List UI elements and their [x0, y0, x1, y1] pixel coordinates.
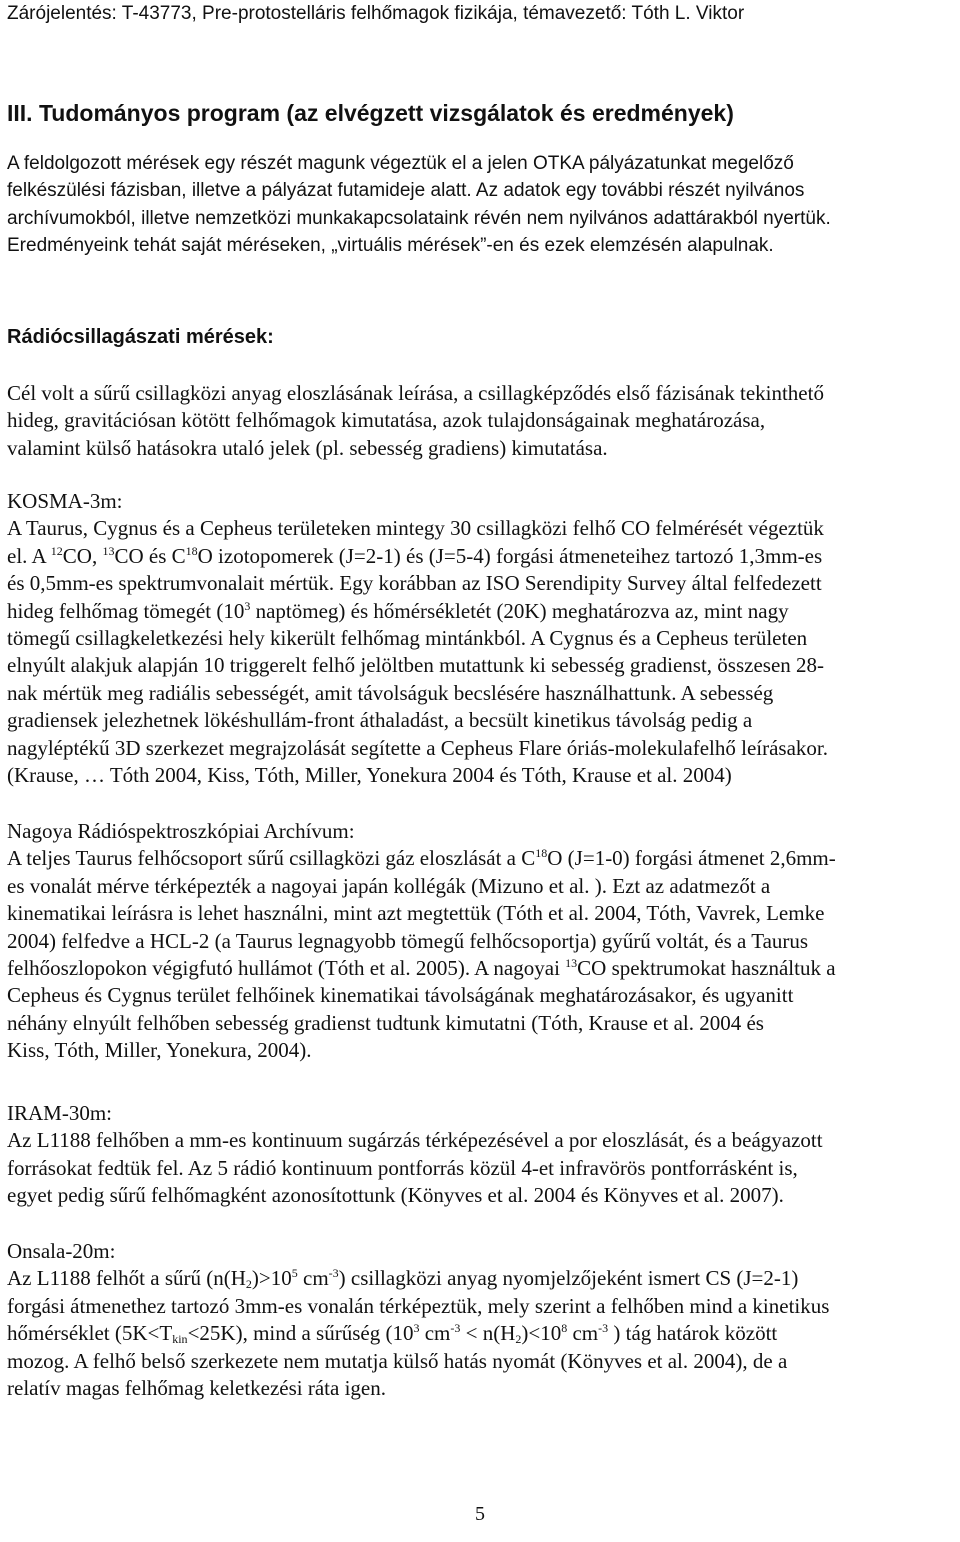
- kosma-line: és 0,5mm-es spektrumvonalait mértük. Egy korábban az ISO Serendipity Survey által felfedezett: [7, 571, 822, 596]
- running-title: Zárójelentés: T-43773, Pre-protostelláris felhőmagok fizikája, témavezető: Tóth L. Viktor: [7, 3, 745, 24]
- kosma-section: [7, 488, 955, 789]
- iram-line: egyet pedig sűrű felhőmagként azonosítottunk (Könyves et al. 2004 és Könyves et al. 2007).: [7, 1183, 784, 1208]
- nagoya-line: 2004) felfedve a HCL-2 (a Taurus legnagyobb tömegű felhőcsoportja) gyűrű voltát, és a Taurus: [7, 928, 809, 953]
- onsala-line-density: Az L1188 felhőt a sűrű ($n(H_2)>10^5$ $cm^{-3}$) csillagközi anyag nyomjelzőjeként ismert CS (J=2-1): [7, 1266, 799, 1292]
- nagoya-line: Kiss, Tóth, Miller, Yonekura, 2004).: [7, 1038, 312, 1063]
- nagoya-section: [7, 818, 955, 1065]
- iram-title: IRAM-30m:: [7, 1101, 112, 1125]
- kosma-line-isotopes: el. A $^{12}$CO, $^{13}$CO és $C^{18}O$ izotopomerek (J=2-1) és (J=5-4) forgási átmeneteihez tartozó 1,3mm-es: [7, 543, 823, 568]
- nagoya-line: kinematikai leírásra is lehet használni, mint azt megtettük (Tóth et al. 2004, Tóth, Vavrek, Lemke: [7, 901, 825, 926]
- onsala-line: forgási átmenethez tartozó 3mm-es vonalán térképeztük, mely szerint a felhőben mind a kinetikus: [7, 1293, 830, 1318]
- onsala-line: relatív magas felhőmag keletkezési ráta igen.: [7, 1375, 386, 1400]
- kosma-line: elnyúlt alakjuk alapján 10 triggerelt felhő jelöltben mutattunk ki sebesség gradienst, összesen 28-: [7, 653, 825, 678]
- intro-paragraph: [7, 150, 955, 260]
- radio-intro-paragraph: [7, 380, 955, 462]
- radio-intro-line: hideg, gravitációsan kötött felhőmagok kimutatása, azok tulajdonságainak meghatározása,: [7, 408, 766, 433]
- intro-line: Eredményeink tehát saját méréseken, „virtuális mérések”-en és ezek elemzésén alapulnak.: [7, 235, 774, 257]
- kosma-line: gradiensek jelezhetnek lökéshullám-front áthaladást, a becsült kinetikus távolság pedig a: [7, 708, 753, 733]
- page-number: 5: [475, 1503, 485, 1525]
- kosma-line-mass: hideg felhőmag tömegét ($10^3$ naptömeg) és hőmérsékletét (20K) meghatározva az, mint nagy: [7, 598, 789, 623]
- kosma-line: A Taurus, Cygnus és a Cepheus területeken mintegy 30 csillagközi felhő CO felmérését végeztük: [7, 516, 824, 541]
- kosma-line-citation: (Krause, … Tóth 2004, Kiss, Tóth, Miller, Yonekura 2004 és Tóth, Krause et al. 2004): [7, 762, 732, 787]
- onsala-line-temperature: hőmérséklet $(5K<T_{kin}<25K)$, mind a sűrűség ($10^3$ $cm^{-3} < n(H_2)<10^8$ $cm^{-3}$ ) tág határok között: [7, 1321, 778, 1347]
- nagoya-line: Cepheus és Cygnus terület felhőinek kinematikai távolságának meghatározásakor, és ugyanitt: [7, 983, 794, 1008]
- kosma-line: nagyléptékű 3D szerkezet megrajzolását segítette a Cepheus Flare óriás-molekulafelhő leírásakor.: [7, 735, 829, 760]
- kosma-title: KOSMA-3m:: [7, 489, 123, 513]
- kosma-line: tömegű csillagkeletkezési hely kikerült felhőmag mintánkból. A Cygnus és a Cepheus területen: [7, 625, 808, 650]
- nagoya-title: Nagoya Rádióspektroszkópiai Archívum:: [7, 819, 355, 843]
- nagoya-line-c18o: A teljes Taurus felhőcsoport sűrű csillagközi gáz eloszlását a $C^{18}O$ (J=1-0) forgási átmenet 2,6mm-: [7, 846, 836, 871]
- onsala-section: [7, 1238, 955, 1402]
- radio-intro-line: Cél volt a sűrű csillagközi anyag eloszlásának leírása, a csillagképződés első fázisának tekinthető: [7, 381, 824, 405]
- nagoya-line-13co: felhőoszlopokon végigfutó hullámot (Tóth et al. 2005). A nagoyai $^{13}$CO spektrumokat használtuk a: [7, 955, 836, 980]
- onsala-line: mozog. A felhő belső szerkezete nem mutatja külső hatás nyomát (Könyves et al. 2004), de a: [7, 1348, 788, 1373]
- running-header: [7, 0, 955, 27]
- iram-line: forrásokat fedtük fel. Az 5 rádió kontinuum pontforrás közül 4-et infravörös pontforrásként is,: [7, 1155, 798, 1180]
- intro-line: A feldolgozott mérések egy részét magunk végeztük el a jelen OTKA pályázatunkat megelőző: [7, 153, 794, 174]
- iram-line: Az L1188 felhőben a mm-es kontinuum sugárzás térképezésével a por eloszlását, és a beágyazott: [7, 1128, 823, 1153]
- kosma-line: nak mértük meg radiális sebességét, amit távolságuk becslésére használhattunk. A sebesség: [7, 680, 774, 705]
- radio-heading: Rádiócsillagászati mérések:: [7, 326, 274, 348]
- iram-section: [7, 1100, 955, 1210]
- intro-line: archívumokból, illetve nemzetközi munkakapcsolataink révén nem nyilvános adattárakból nyertük.: [7, 207, 831, 229]
- intro-line: felkészülési fázisban, illetve a pályázat futamideje alatt. Az adatok egy további részét nyilvános: [7, 180, 805, 202]
- nagoya-line: néhány elnyúlt felhőben sebesség gradienst tudtunk kimutatni (Tóth, Krause et al. 2004 és: [7, 1010, 764, 1035]
- radio-intro-line: valamint külső hatásokra utaló jelek (pl. sebesség gradiens) kimutatása.: [7, 435, 608, 460]
- onsala-title: Onsala-20m:: [7, 1239, 116, 1263]
- section-heading: III. Tudományos program (az elvégzett vizsgálatok és eredmények): [7, 100, 734, 126]
- nagoya-line: es vonalát mérve térképezték a nagoyai japán kollégák (Mizuno et al. ). Ezt az adatmezőt a: [7, 873, 771, 898]
